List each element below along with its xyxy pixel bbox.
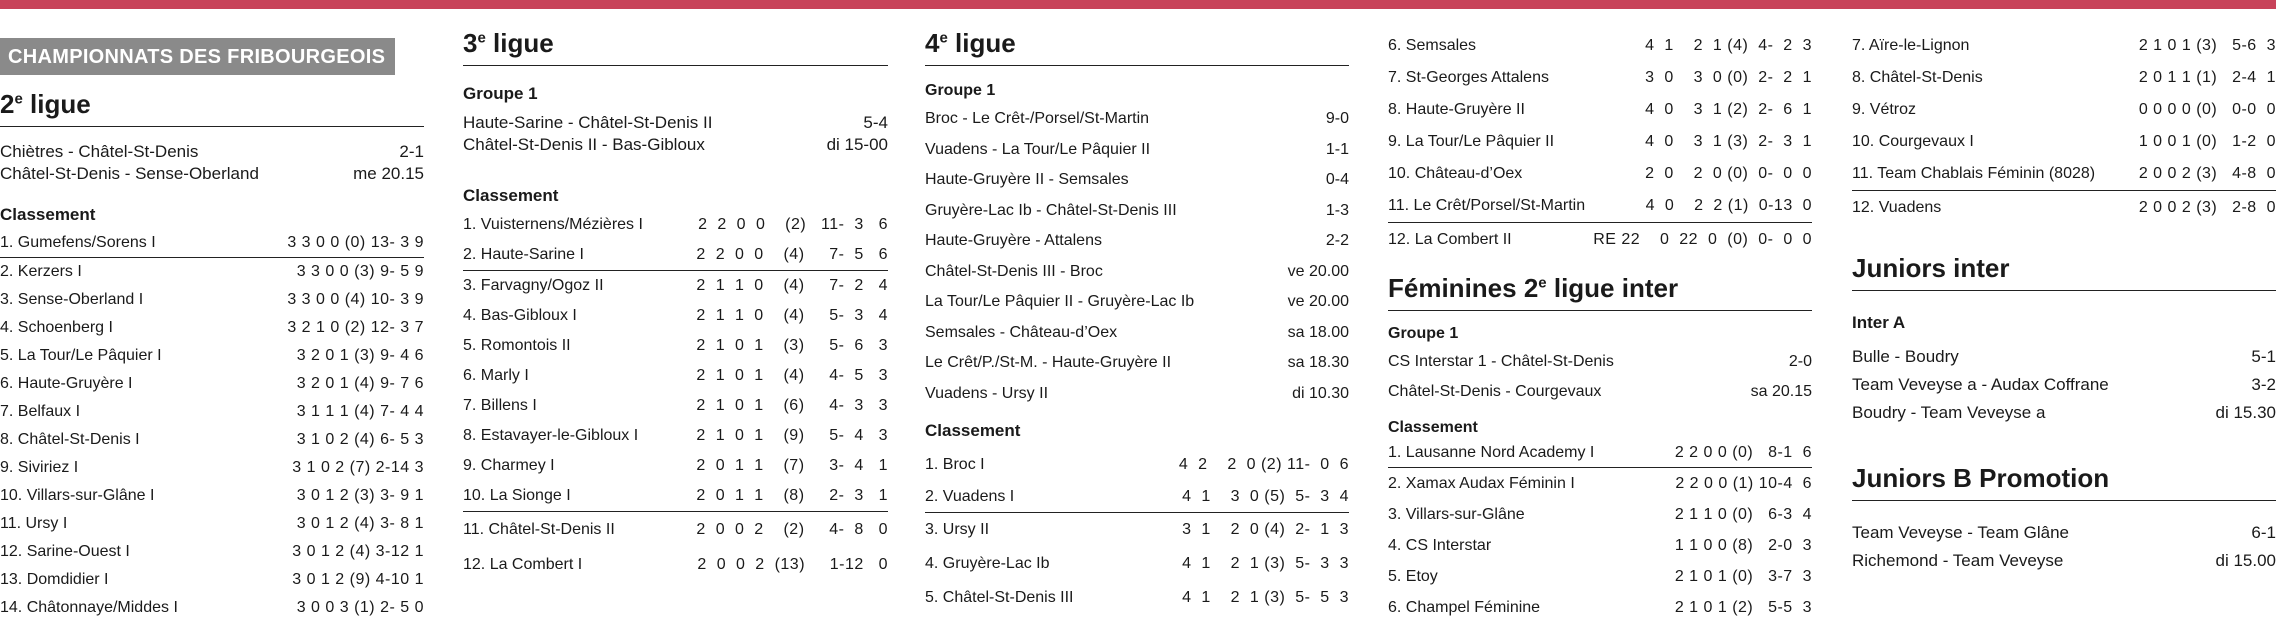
standing-row: 4. CS Interstar 1 1 0 0 (8) 2-0 3 (1388, 537, 1812, 554)
match-row: Boudry - Team Veveyse a di 15.30 (1852, 403, 2276, 422)
standing-row: 10. La Sionge I 2 0 1 1 (8) 2- 3 1 (463, 481, 888, 512)
heading-3e-ligue: 3e ligue (463, 28, 888, 66)
standings-3e-ligue (463, 210, 888, 582)
standing-row: 9. Charmey I 2 0 1 1 (7) 3- 4 1 (463, 457, 888, 474)
standing-row: 5. Etoy 2 1 0 1 (0) 3-7 3 (1388, 568, 1812, 585)
standing-row: 5. La Tour/Le Pâquier I 3 2 0 1 (3) 9- 4 6 (0, 347, 424, 364)
classement-label: Classement (1388, 419, 1478, 436)
standing-row: 12. Sarine-Ouest I 3 0 1 2 (4) 3-12 1 (0, 543, 424, 560)
standing-row: 8. Estavayer-le-Gibloux I 2 1 0 1 (9) 5- 4 3 (463, 427, 888, 444)
match-row: Broc - Le Crêt-/Porsel/St-Martin 9-0 (925, 110, 1349, 127)
match-row: Chiètres - Châtel-St-Denis 2-1 (0, 142, 424, 161)
matches-feminines (1388, 347, 1812, 407)
group-label: Groupe 1 (925, 82, 996, 99)
group-label: Inter A (1852, 313, 1906, 332)
standing-row: 10. Château-d’Oex 2 0 2 0 (0) 0- 0 0 (1388, 165, 1812, 182)
column-2e-ligue (0, 38, 424, 622)
standing-row: 6. Haute-Gruyère I 3 2 0 1 (4) 9- 7 6 (0, 375, 424, 392)
standing-row: 6. Marly I 2 1 0 1 (4) 4- 5 3 (463, 367, 888, 384)
standing-row: 7. Aïre-le-Lignon 2 1 0 1 (3) 5-6 3 (1852, 37, 2276, 54)
matches-juniors-b (1852, 519, 2276, 575)
standing-row: 4. Schoenberg I 3 2 1 0 (2) 12- 3 7 (0, 319, 424, 336)
match-row: Haute-Gruyère II - Semsales 0-4 (925, 171, 1349, 188)
match-row: Bulle - Boudry 5-1 (1852, 347, 2276, 366)
match-row: Le Crêt/P./St-M. - Haute-Gruyère II sa 18.30 (925, 354, 1349, 371)
match-row: Châtel-St-Denis III - Broc ve 20.00 (925, 262, 1349, 280)
standing-row: 14. Châtonnaye/Middes I 3 0 0 3 (1) 2- 5 0 (0, 599, 424, 616)
standing-row: 11. Le Crêt/Porsel/St-Martin 4 0 2 2 (1) 0-13 0 (1388, 190, 1812, 223)
match-row: Vuadens - Ursy II di 10.30 (925, 384, 1349, 402)
standing-row: 7. St-Georges Attalens 3 0 3 0 (0) 2- 2 1 (1388, 69, 1812, 86)
column-4e-ligue-cont (1388, 30, 1812, 623)
standing-row: 8. Haute-Gruyère II 4 0 3 1 (2) 2- 6 1 (1388, 101, 1812, 118)
standing-row: 3. Farvagny/Ogoz II 2 1 1 0 (4) 7- 2 4 (463, 277, 888, 294)
heading-2e-ligue: 2e ligue (0, 89, 424, 127)
standing-row: 1. Vuisternens/Mézières I 2 2 0 0 (2) 11- 3 6 (463, 216, 888, 233)
standing-row: 3. Ursy II 3 1 2 0 (4) 2- 1 3 (925, 521, 1349, 538)
classement-label: Classement (0, 205, 96, 224)
standing-row: 10. Courgevaux I 1 0 0 1 (0) 1-2 0 (1852, 133, 2276, 150)
match-row: CS Interstar 1 - Châtel-St-Denis 2-0 (1388, 353, 1812, 370)
standing-row: 11. Ursy I 3 0 1 2 (4) 3- 8 1 (0, 515, 424, 532)
standing-row: 11. Team Chablais Féminin (8028) 2 0 0 2 (3) 4-8 0 (1852, 158, 2276, 191)
standing-row: 13. Domdidier I 3 0 1 2 (9) 4-10 1 (0, 571, 424, 588)
top-accent-bar (0, 0, 2276, 9)
standing-row: 1. Gumefens/Sorens I 3 3 0 0 (0) 13- 3 9 (0, 229, 424, 258)
standing-row: 12. Vuadens 2 0 0 2 (3) 2-8 0 (1852, 199, 2276, 216)
standing-row: 9. Siviriez I 3 1 0 2 (7) 2-14 3 (0, 459, 424, 476)
match-row: La Tour/Le Pâquier II - Gruyère-Lac Ib ve 20.00 (925, 293, 1349, 310)
match-row: Richemond - Team Veveyse di 15.00 (1852, 551, 2276, 570)
standing-row: 3. Sense-Oberland I 3 3 0 0 (4) 10- 3 9 (0, 291, 424, 308)
standing-row: 10. Villars-sur-Glâne I 3 0 1 2 (3) 3- 9 1 (0, 487, 424, 504)
group-label: Groupe 1 (463, 84, 538, 103)
standing-row: 2. Haute-Sarine I 2 2 0 0 (4) 7- 5 6 (463, 240, 888, 271)
standings-feminines-part2 (1852, 30, 2276, 225)
match-row: Gruyère-Lac Ib - Châtel-St-Denis III 1-3 (925, 201, 1349, 219)
heading-4e-ligue: 4e ligue (925, 28, 1349, 66)
column-3e-ligue (463, 28, 888, 582)
group-label: Groupe 1 (1388, 325, 1459, 342)
standing-row: 6. Champel Féminine 2 1 0 1 (2) 5-5 3 (1388, 599, 1812, 616)
match-row: Châtel-St-Denis - Sense-Oberland me 20.15 (0, 164, 424, 183)
standing-row: 5. Châtel-St-Denis III 4 1 2 1 (3) 5- 5 3 (925, 589, 1349, 606)
standing-row: 8. Châtel-St-Denis 2 0 1 1 (1) 2-4 1 (1852, 69, 2276, 86)
match-row: Semsales - Château-d’Oex sa 18.00 (925, 323, 1349, 341)
matches-3e-ligue (463, 112, 888, 156)
standing-row: 1. Lausanne Nord Academy I 2 2 0 0 (0) 8-1 6 (1388, 439, 1812, 468)
standing-row: 2. Vuadens I 4 1 3 0 (5) 5- 3 4 (925, 482, 1349, 513)
standing-row: 12. La Combert I 2 0 0 2 (13) 1-12 0 (463, 556, 888, 573)
column-4e-ligue (925, 28, 1349, 615)
section-banner: CHAMPIONNATS DES FRIBOURGEOIS (0, 38, 395, 75)
standings-2e-ligue (0, 229, 424, 622)
heading-juniors-b: Juniors B Promotion (1852, 463, 2276, 501)
standing-row: 1. Broc I 4 2 2 0 (2) 11- 0 6 (925, 456, 1349, 473)
classement-label: Classement (925, 421, 1021, 440)
matches-2e-ligue (0, 141, 424, 185)
classement-label: Classement (463, 186, 559, 205)
standings-feminines-part1 (1388, 439, 1812, 623)
standing-row: 5. Romontois II 2 1 0 1 (3) 5- 6 3 (463, 337, 888, 354)
standings-4e-ligue-part1 (925, 447, 1349, 615)
standing-row: 6. Semsales 4 1 2 1 (4) 4- 2 3 (1388, 37, 1812, 54)
standing-row: 9. La Tour/Le Pâquier II 4 0 3 1 (3) 2- 3 1 (1388, 133, 1812, 150)
match-row: Team Veveyse - Team Glâne 6-1 (1852, 523, 2276, 542)
standings-4e-ligue-part2 (1388, 30, 1812, 257)
standing-row: 3. Villars-sur-Glâne 2 1 1 0 (0) 6-3 4 (1388, 506, 1812, 523)
standing-row: 8. Châtel-St-Denis I 3 1 0 2 (4) 6- 5 3 (0, 431, 424, 448)
standing-row: 12. La Combert II RE 22 0 22 0 (0) 0- 0 0 (1388, 231, 1812, 248)
matches-juniors-inter (1852, 343, 2276, 427)
standing-row: 2. Kerzers I 3 3 0 0 (3) 9- 5 9 (0, 263, 424, 280)
heading-juniors-inter: Juniors inter (1852, 253, 2276, 291)
standing-row: 4. Bas-Gibloux I 2 1 1 0 (4) 5- 3 4 (463, 307, 888, 324)
standing-row: 11. Châtel-St-Denis II 2 0 0 2 (2) 4- 8 0 (463, 521, 888, 538)
standing-row: 9. Vétroz 0 0 0 0 (0) 0-0 0 (1852, 101, 2276, 118)
match-row: Vuadens - La Tour/Le Pâquier II 1-1 (925, 140, 1349, 158)
match-row: Châtel-St-Denis - Courgevaux sa 20.15 (1388, 383, 1812, 400)
match-row: Haute-Sarine - Châtel-St-Denis II 5-4 (463, 113, 888, 132)
standing-row: 2. Xamax Audax Féminin I 2 2 0 0 (1) 10-4 6 (1388, 475, 1812, 492)
match-row: Haute-Gruyère - Attalens 2-2 (925, 232, 1349, 249)
match-row: Châtel-St-Denis II - Bas-Gibloux di 15-00 (463, 135, 888, 154)
standing-row: 7. Billens I 2 1 0 1 (6) 4- 3 3 (463, 397, 888, 414)
standing-row: 4. Gruyère-Lac Ib 4 1 2 1 (3) 5- 3 3 (925, 555, 1349, 572)
match-row: Team Veveyse a - Audax Coffrane 3-2 (1852, 375, 2276, 394)
heading-feminines: Féminines 2e ligue inter (1388, 273, 1812, 311)
standing-row: 7. Belfaux I 3 1 1 1 (4) 7- 4 4 (0, 403, 424, 420)
matches-4e-ligue (925, 104, 1349, 409)
column-feminines-cont (1852, 30, 2276, 575)
